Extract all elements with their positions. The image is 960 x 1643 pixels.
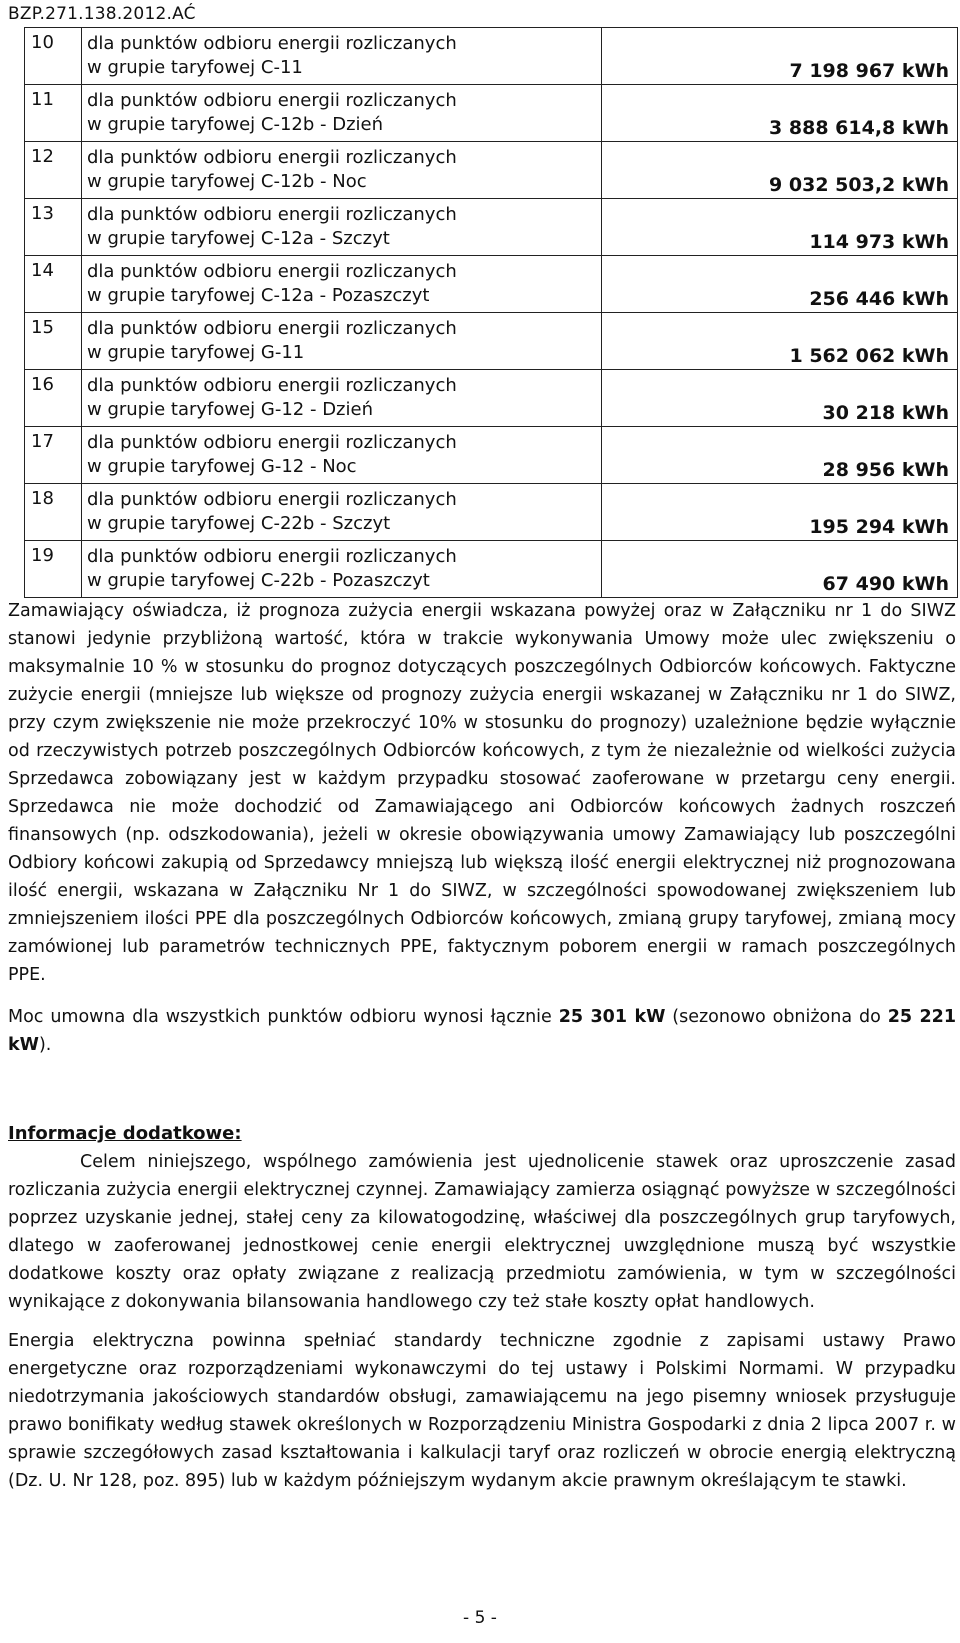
row-energy-value: 3 888 614,8 kWh — [602, 85, 958, 142]
row-description-line2: w grupie taryfowej C-11 — [87, 57, 303, 78]
row-description-line2: w grupie taryfowej C-12a - Pozaszczyt — [87, 285, 430, 306]
row-number: 12 — [25, 142, 82, 199]
row-number: 11 — [25, 85, 82, 142]
table-row — [25, 313, 958, 370]
row-description-line1: dla punktów odbioru energii rozliczanych — [87, 33, 457, 54]
contract-power-value: 25 301 kW — [558, 1007, 666, 1027]
paragraph-forecast: Zamawiający oświadcza, iż prognoza zużycia energii wskazana powyżej oraz w Załączniku nr 1 do SIWZ stanowi jedynie przybliżoną wartość, która w trakcie wykonywania Umowy może ulec zwiększeniu o maksymalnie 10 % w stosunku do prognoz dotyczących poszczególnych Odbiorców końcowych. Faktyczne zużycie energii (mniejsze lub większe od prognozy zużycia energii wskazanej w Załączniku nr 1 do SIWZ, przy czym zwiększenie nie może przekroczyć 10% w stosunku do prognozy) uzależnione będzie wyłącznie od rzeczywistych potrzeb poszczególnych Odbiorców końcowych, z tym że niezależnie od wielkości zużycia Sprzedawca zobowiązany jest w każdym przypadku stosować zaoferowane w przetargu ceny energii. Sprzedawca nie może dochodzić od Zamawiającego ani Odbiorców końcowych żadnych roszczeń finansowych (np. odszkodowania), jeżeli w okresie obowiązywania umowy Zamawiający lub poszczególni Odbiory końcowi zakupią od Sprzedawcy mniejszą lub większą ilość energii elektrycznej niż prognozowana ilość energii, wskazana w Załączniku Nr 1 do SIWZ, w szczególności spowodowanej zwiększeniem lub zmniejszeniem ilości PPE dla poszczególnych Odbiorców końcowych, zmianą grupy taryfowej, zmianą mocy zamówionej lub parametrów technicznych PPE, faktycznym poborem energii w ramach poszczególnych PPE. — [8, 601, 956, 985]
row-description-line2: w grupie taryfowej C-12b - Dzień — [87, 114, 384, 135]
paragraph-purpose-text: Celem niniejszego, wspólnego zamówienia jest ujednolicenie stawek oraz uproszczenie zasad rozliczania zużycia energii elektrycznej czynnej. Zamawiający zamierza osiągnąć powyższe w szczególności poprzez uzyskanie jednej, stałej ceny za kilowatogodzinę, właściwej dla poszczególnych grup taryfowych, dlatego w zaoferowanej jednostkowej cenie energii elektrycznej uwzględnione muszą być wszystkie dodatkowe koszty oraz opłaty związane z realizacją przedmiotu zamówienia, w tym w szczególności wynikające z dokonywania bilansowania handlowego czy też stałe koszty opłat handlowych. — [8, 1152, 956, 1312]
page-number: - 5 - — [463, 1608, 497, 1628]
table-row — [25, 28, 958, 85]
row-energy-value: 1 562 062 kWh — [602, 313, 958, 370]
row-description — [82, 199, 602, 256]
row-number: 16 — [25, 370, 82, 427]
row-description — [82, 541, 602, 598]
row-number: 13 — [25, 199, 82, 256]
row-description-line1: dla punktów odbioru energii rozliczanych — [87, 318, 457, 339]
paragraph-purpose — [8, 1148, 956, 1316]
row-description-line2: w grupie taryfowej G-12 - Noc — [87, 456, 357, 477]
row-number: 19 — [25, 541, 82, 598]
row-energy-value: 256 446 kWh — [602, 256, 958, 313]
row-number: 14 — [25, 256, 82, 313]
row-description — [82, 313, 602, 370]
row-description-line1: dla punktów odbioru energii rozliczanych — [87, 546, 457, 567]
row-description-line1: dla punktów odbioru energii rozliczanych — [87, 375, 457, 396]
row-description-line2: w grupie taryfowej C-22b - Szczyt — [87, 513, 391, 534]
row-description-line2: w grupie taryfowej G-11 — [87, 342, 305, 363]
row-description — [82, 484, 602, 541]
row-description — [82, 28, 602, 85]
row-description-line2: w grupie taryfowej C-12b - Noc — [87, 171, 367, 192]
row-description-line2: w grupie taryfowej C-22b - Pozaszczyt — [87, 570, 430, 591]
row-description — [82, 256, 602, 313]
table-row — [25, 541, 958, 598]
contract-power-text-pre: Moc umowna dla wszystkich punktów odbioru wynosi łącznie — [8, 1007, 559, 1027]
table-row — [25, 484, 958, 541]
row-description — [82, 370, 602, 427]
row-number: 15 — [25, 313, 82, 370]
row-number: 17 — [25, 427, 82, 484]
row-description-line2: w grupie taryfowej G-12 - Dzień — [87, 399, 373, 420]
table-row — [25, 427, 958, 484]
row-description-line1: dla punktów odbioru energii rozliczanych — [87, 432, 457, 453]
table-row — [25, 370, 958, 427]
row-energy-value: 30 218 kWh — [602, 370, 958, 427]
row-description-line1: dla punktów odbioru energii rozliczanych — [87, 489, 457, 510]
paragraph-standards: Energia elektryczna powinna spełniać standardy techniczne zgodnie z zapisami ustawy Prawo energetyczne oraz rozporządzeniami wykonawczymi do tej ustawy i Polskimi Normami. W przypadku niedotrzymania jakościowych standardów obsługi, zamawiającemu na jego pisemny wniosek przysługuje prawo bonifikaty według stawek określonych w Rozporządzeniu Ministra Gospodarki z dnia 2 lipca 2007 r. w sprawie szczegółowych zasad kształtowania i kalkulacji taryf oraz rozliczeń w obrocie energią elektryczną (Dz. U. Nr 128, poz. 895) lub w każdym późniejszym wydanym akcie prawnym określającym te stawki. — [8, 1331, 956, 1491]
document-reference: BZP.271.138.2012.AĆ — [8, 4, 196, 24]
row-description-line1: dla punktów odbioru energii rozliczanych — [87, 261, 457, 282]
row-description-line1: dla punktów odbioru energii rozliczanych — [87, 147, 457, 168]
row-energy-value: 9 032 503,2 kWh — [602, 142, 958, 199]
table-row — [25, 85, 958, 142]
row-description-line1: dla punktów odbioru energii rozliczanych — [87, 204, 457, 225]
row-description — [82, 85, 602, 142]
row-description-line1: dla punktów odbioru energii rozliczanych — [87, 90, 457, 111]
table-row — [25, 199, 958, 256]
row-energy-value: 7 198 967 kWh — [602, 28, 958, 85]
contract-power-text-mid: (sezonowo obniżona do — [665, 1007, 888, 1027]
paragraph-contract-power — [8, 1003, 956, 1059]
row-energy-value: 67 490 kWh — [602, 541, 958, 598]
row-energy-value: 195 294 kWh — [602, 484, 958, 541]
row-number: 18 — [25, 484, 82, 541]
row-description-line2: w grupie taryfowej C-12a - Szczyt — [87, 228, 390, 249]
row-description — [82, 427, 602, 484]
row-number: 10 — [25, 28, 82, 85]
table-row — [25, 142, 958, 199]
table-row — [25, 256, 958, 313]
row-energy-value: 114 973 kWh — [602, 199, 958, 256]
row-energy-value: 28 956 kWh — [602, 427, 958, 484]
contract-power-text-post: ). — [38, 1035, 52, 1055]
row-description — [82, 142, 602, 199]
contract-power-seasonal-value: 25 221 kW — [8, 1007, 957, 1055]
section-heading-additional-info: Informacje dodatkowe: — [8, 1123, 242, 1144]
energy-consumption-table — [24, 27, 958, 598]
